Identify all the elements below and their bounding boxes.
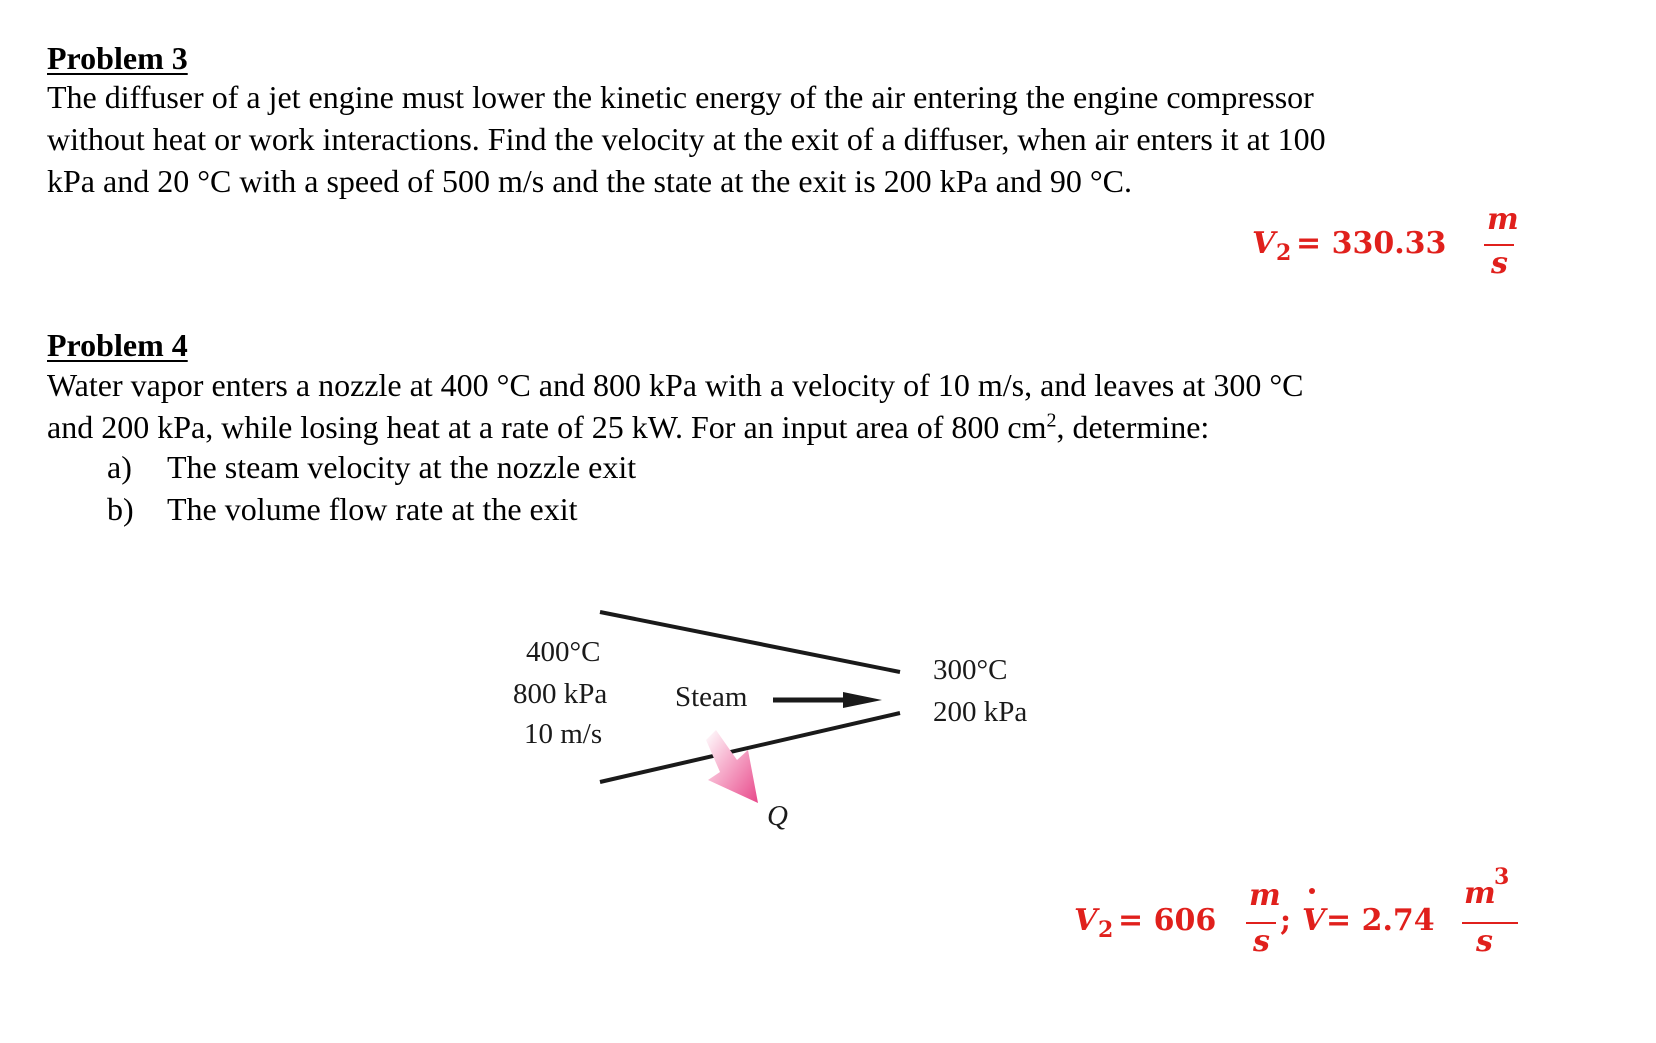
problem-3-line-1: The diffuser of a jet engine must lower the kinetic energy of the air entering the engine compressor (47, 79, 1314, 115)
answer-4-flow-unit (1462, 862, 1518, 958)
answer-4-flow-denominator: s (1476, 924, 1493, 959)
list-item-text: The steam velocity at the nozzle exit (167, 449, 637, 485)
list-item-text: The volume flow rate at the exit (167, 491, 578, 527)
list-marker: b) (107, 491, 134, 527)
answer-4-flow-dot (1309, 888, 1315, 894)
nozzle-upper-wall (600, 612, 900, 672)
inlet-pressure: 800 kPa (513, 678, 608, 710)
answer-4-velocity-denominator: s (1253, 924, 1270, 959)
outlet-temperature: 300°C (933, 654, 1008, 686)
problem-3-line-2: without heat or work interactions. Find the velocity at the exit of a diffuser, when air enters it at 100 (47, 121, 1326, 157)
problem-4-heading: Problem 4 (47, 327, 188, 363)
inlet-temperature: 400°C (526, 636, 601, 668)
heat-label: Q (767, 800, 788, 832)
answer-3-variable: V (1252, 226, 1276, 261)
outlet-pressure: 200 kPa (933, 696, 1028, 728)
fluid-label: Steam (675, 681, 748, 713)
problem-3-heading: Problem 3 (47, 40, 188, 76)
flow-arrow-icon (843, 692, 882, 708)
heat-loss-arrow-icon (706, 730, 758, 803)
answer-3-subscript: 2 (1276, 240, 1292, 266)
list-marker: a) (107, 449, 132, 485)
answer-3-unit-numerator: m (1487, 202, 1519, 237)
answer-4-flow-value: = 2.74 (1326, 903, 1435, 938)
problem-3-line-3: kPa and 20 °C with a speed of 500 m/s and the state at the exit is 200 kPa and 90 °C. (47, 163, 1132, 199)
answer-4-flow-numerator: m (1464, 876, 1496, 911)
answer-4-velocity-value: = 606 (1118, 903, 1217, 938)
inlet-velocity: 10 m/s (524, 718, 603, 750)
answer-4-velocity-variable: V (1074, 903, 1098, 938)
answer-4-flow-variable: V (1302, 903, 1326, 938)
answer-4-velocity-numerator: m (1249, 878, 1281, 913)
answer-4-flow-numerator-exponent: 3 (1494, 864, 1510, 890)
problem-4-line-1: Water vapor enters a nozzle at 400 °C and 800 kPa with a velocity of 10 m/s, and leaves at 300 °C (47, 367, 1304, 403)
answer-4-velocity-subscript: 2 (1098, 917, 1114, 943)
problem-4-line-2: and 200 kPa, while losing heat at a rate of 25 kW. For an input area of 800 $cm^2$, determine: (47, 409, 1210, 445)
answer-4-separator: ; (1280, 903, 1292, 938)
answer-3-unit-denominator: s (1491, 246, 1508, 281)
answer-4-velocity-unit (1246, 878, 1281, 959)
answer-3-value: = 330.33 (1296, 226, 1447, 261)
